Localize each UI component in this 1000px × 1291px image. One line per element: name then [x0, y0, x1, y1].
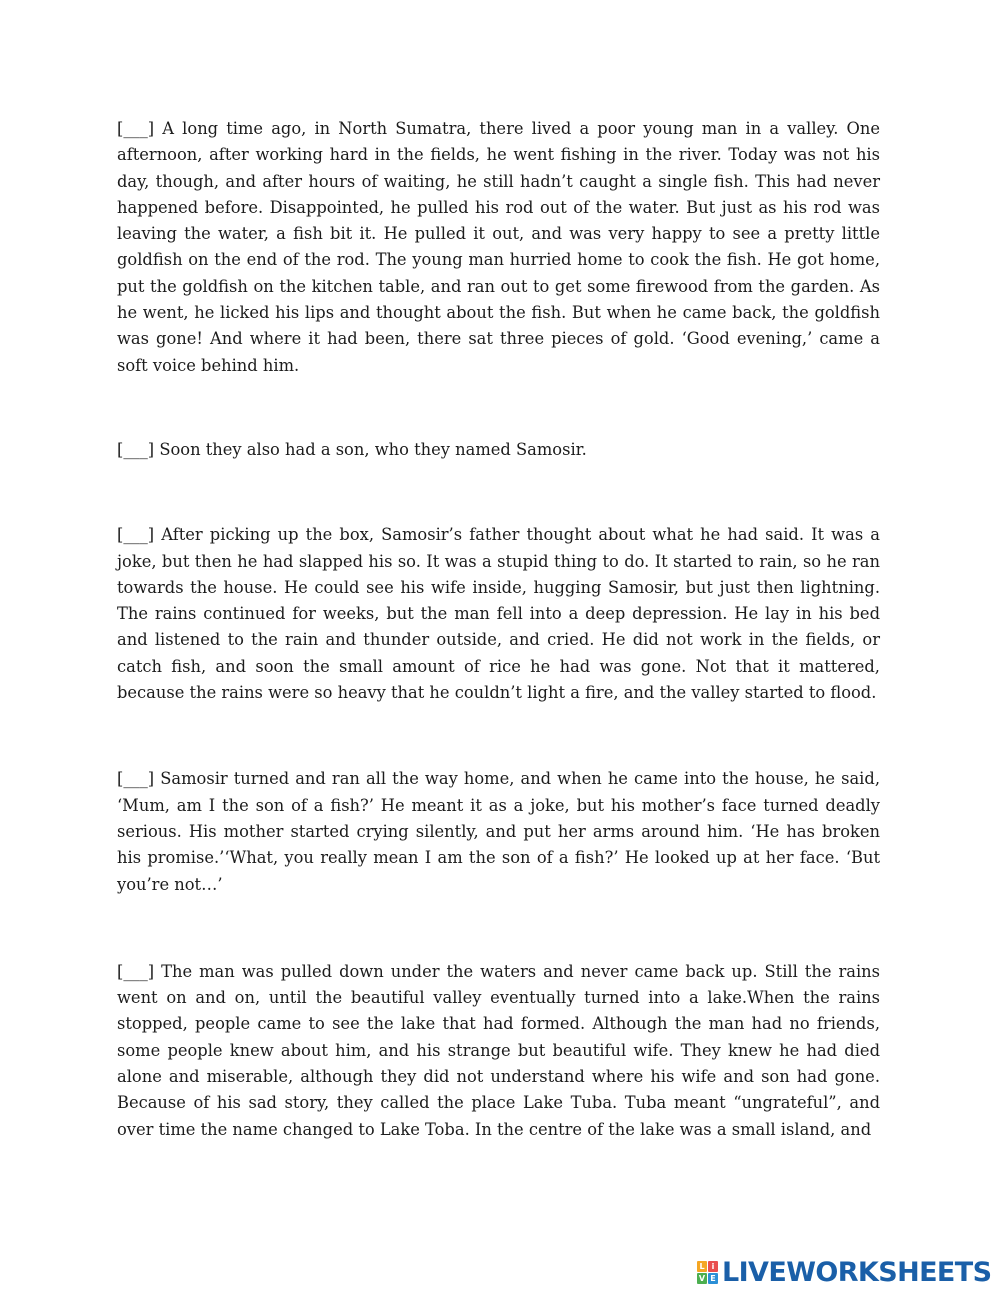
story-paragraph-4 — [117, 766, 880, 897]
answer-blank-5[interactable]: [___] — [117, 961, 155, 981]
logo-letter-v: V — [698, 1273, 706, 1283]
story-paragraph-5 — [117, 959, 880, 1143]
paragraph-2-text: Soon they also had a son, who they named Samosir. — [159, 439, 587, 459]
logo-letter-l: L — [697, 1261, 707, 1272]
worksheet-body — [117, 116, 880, 1143]
story-paragraph-1 — [117, 116, 880, 379]
brand-wordmark: LIVEWORKSHEETS — [722, 1256, 992, 1288]
liveworksheets-logo-icon — [697, 1261, 718, 1284]
answer-blank-3[interactable]: [___] — [117, 525, 155, 545]
story-paragraph-2 — [117, 437, 880, 463]
story-paragraph-3 — [117, 522, 880, 706]
liveworksheets-footer — [697, 1255, 991, 1289]
answer-blank-4[interactable]: [___] — [117, 769, 155, 789]
logo-letter-i: i — [708, 1261, 718, 1272]
paragraph-3-text: After picking up the box, Samosir’s father thought about what he had said. It was a joke, but then he had slapped his so. It was a stupid thing to do. It started to rain, so he ran towards the house. He could see his wife inside, hugging Samosir, but just then lightning. The rains continued for weeks, but the man fell into a deep depression. He lay in his bed and listened to the rain and thunder outside, and cried. He did not work in the fields, or catch fish, and soon the small amount of rice he had was gone. Not that it mattered, because the rains were so heavy that he couldn’t light a fire, and the valley started to flood. — [117, 525, 880, 703]
paragraph-4-text: Samosir turned and ran all the way home, and when he came into the house, he said, ‘Mum, am I the son of a fish?’ He meant it as a joke, but his mother’s face turned deadly serious. His mother started crying silently, and put her arms around him. ‘He has broken his promise.’‘What, you really mean I am the son of a fish?’ He looked up at her face. ‘But you’re not…’ — [117, 769, 880, 894]
answer-blank-2[interactable]: [___] — [117, 439, 155, 459]
answer-blank-1[interactable]: [___] — [117, 119, 155, 138]
paragraph-5-text: The man was pulled down under the waters and never came back up. Still the rains went on and on, until the beautiful valley eventually turned into a lake.When the rains stopped, people came to see the lake that had formed. Although the man had no friends, some people knew about him, and his strange but beautiful wife. They knew he had died alone and miserable, although they did not understand where his wife and son had gone. Because of his sad story, they called the place Lake Tuba. Tuba meant “ungrateful”, and over time the name changed to Lake Toba. In the centre of the lake was a small island, and — [117, 961, 880, 1139]
paragraph-1-text: A long time ago, in North Sumatra, there lived a poor young man in a valley. One afternoon, after working hard in the fields, he went fishing in the river. Today was not his day, though, and after hours of waiting, he still hadn’t caught a single fish. This had never happened before. Disappointed, he pulled his rod out of the water. But just as his rod was leaving the water, a fish bit it. He pulled it out, and was very happy to see a pretty little goldfish on the end of the rod. The young man hurried home to cook the fish. He got home, put the goldfish on the kitchen table, and ran out to get some firewood from the garden. As he went, he licked his lips and thought about the fish. But when he came back, the goldfish was gone! And where it had been, there sat three pieces of gold. ‘Good evening,’ came a soft voice behind him. — [117, 119, 880, 375]
logo-letter-e: E — [708, 1273, 718, 1284]
